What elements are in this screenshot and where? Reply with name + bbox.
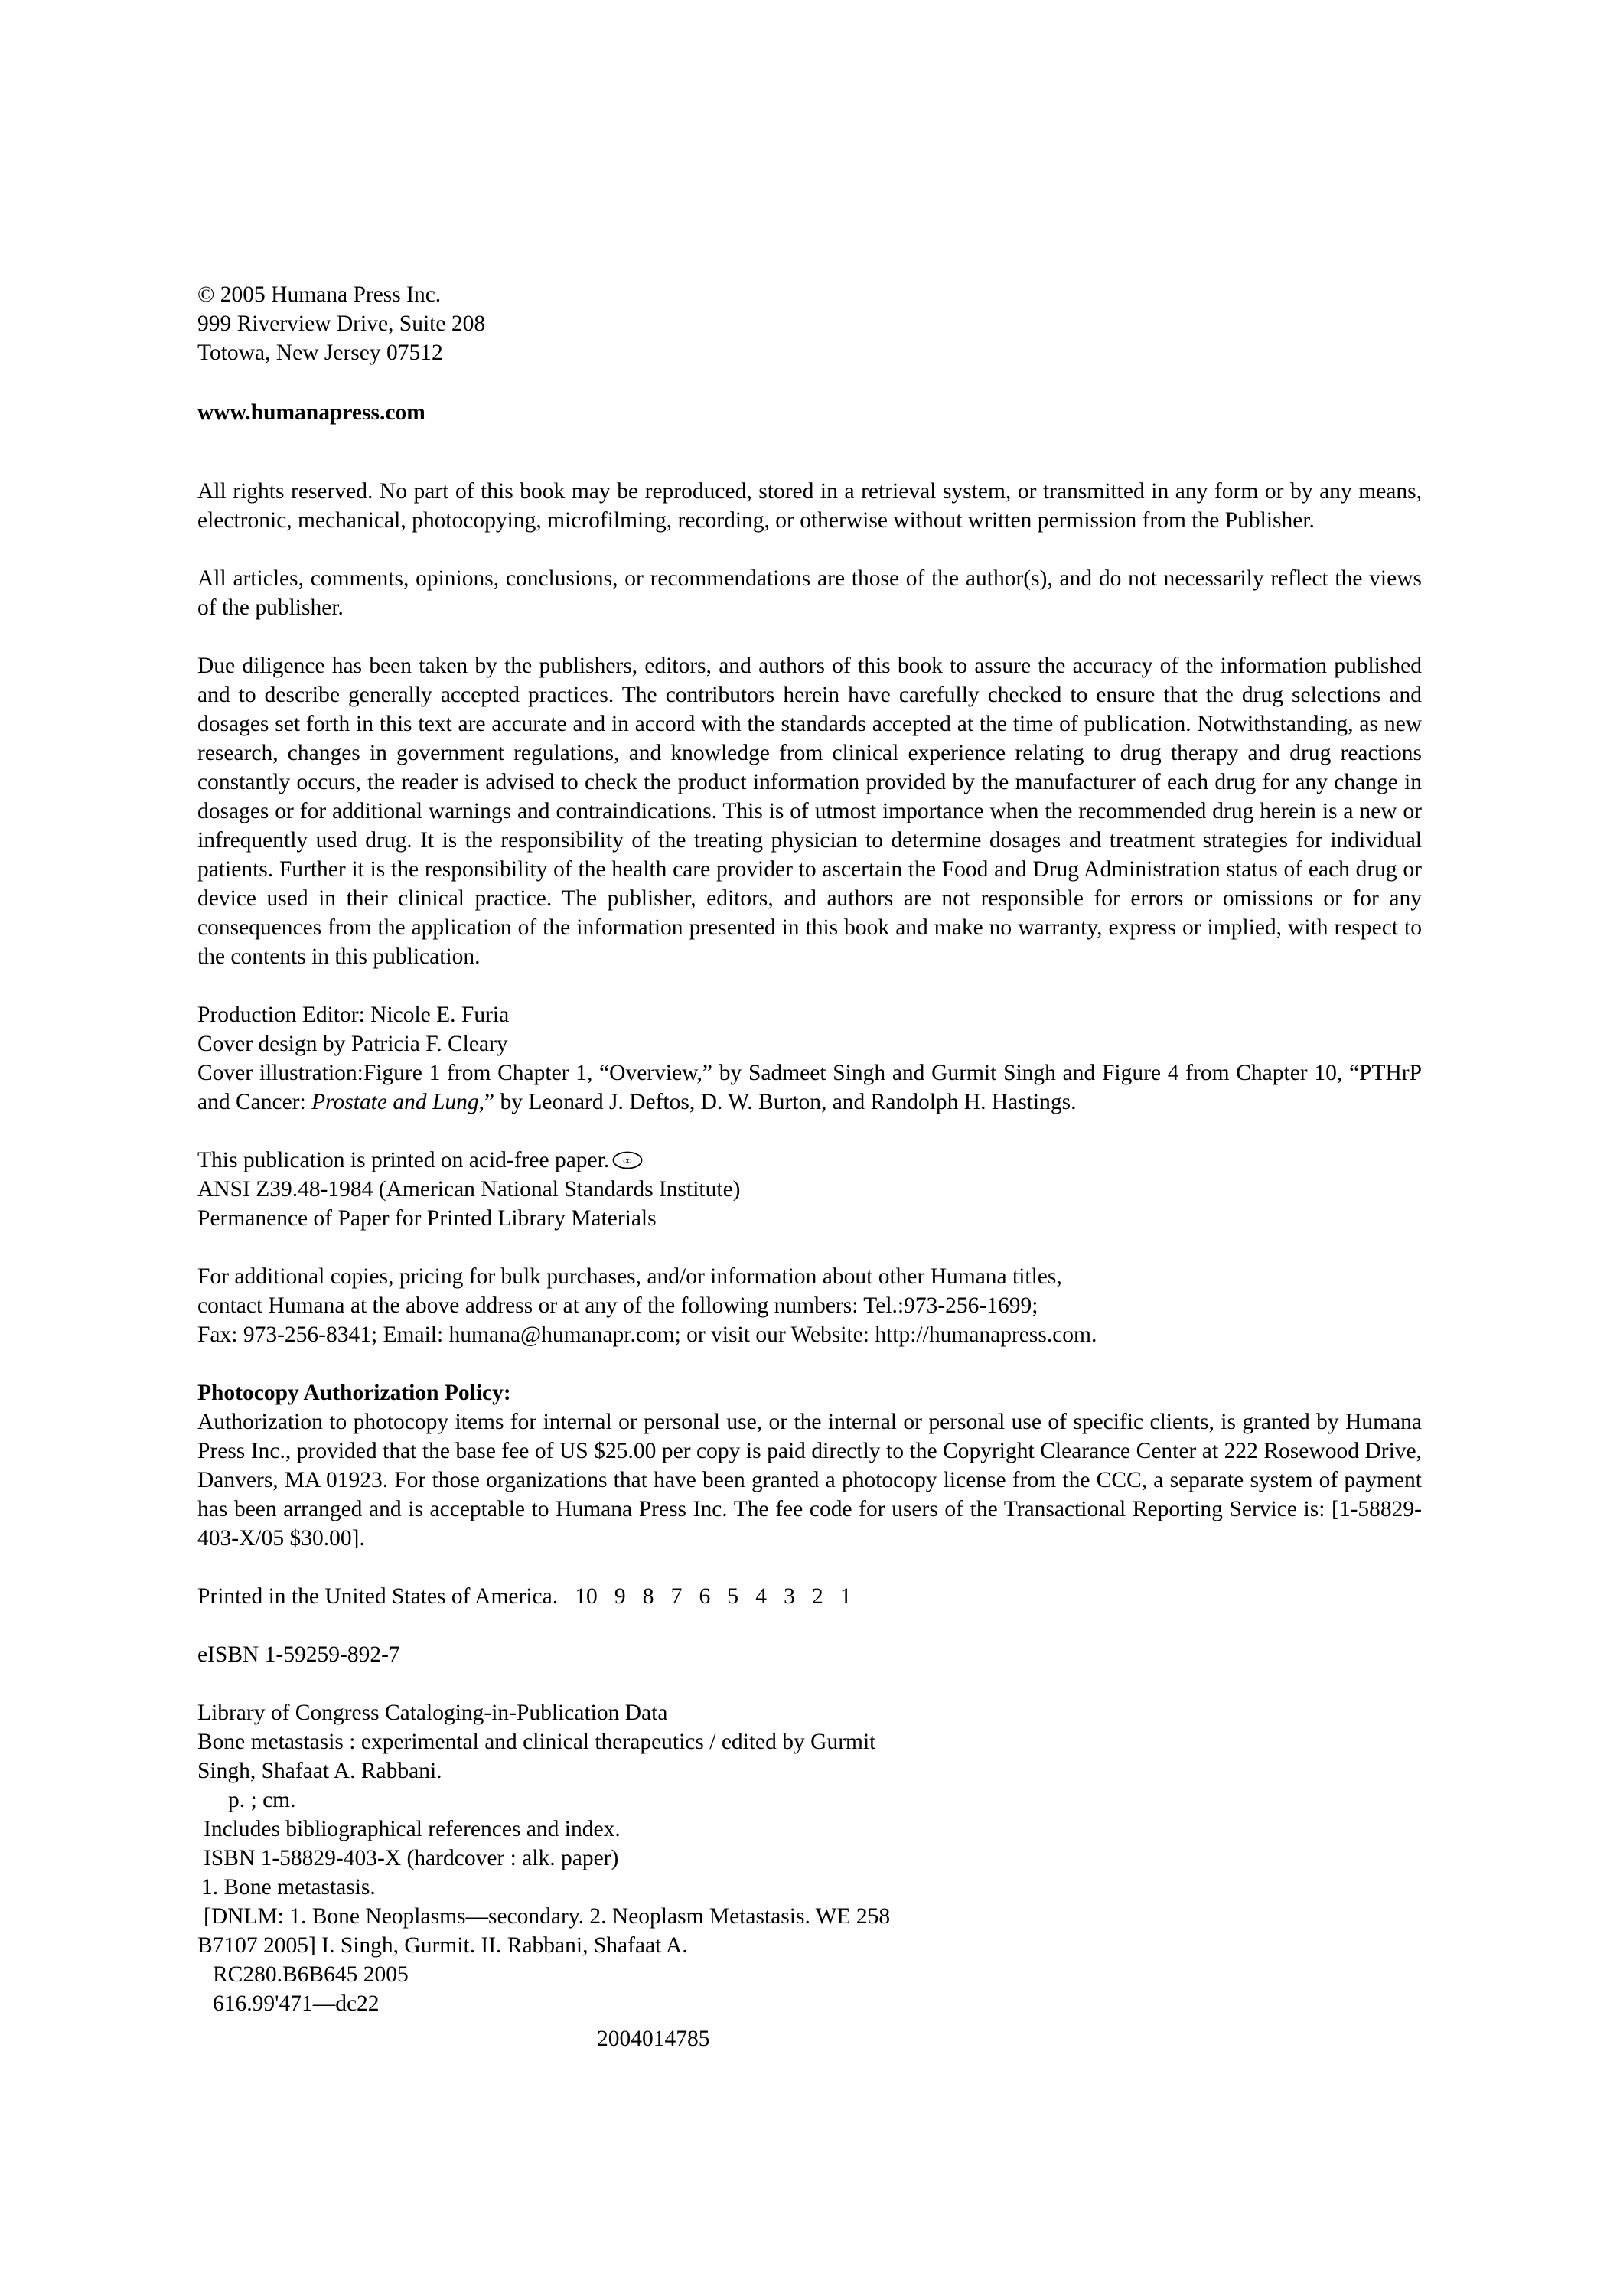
cip-line-4: Includes bibliographical references and index. (204, 1817, 621, 1841)
eisbn: eISBN 1-59259-892-7 (197, 1642, 400, 1667)
paper-block (197, 1146, 1422, 1233)
cover-illustration-text-b: ,” by Leonard J. Deftos, D. W. Burton, and Randolph H. Hastings. (478, 1090, 1077, 1114)
photocopy-block (197, 1378, 1422, 1553)
infinity-circle-icon (612, 1151, 643, 1169)
cip-line-1: Bone metastasis : experimental and clinical therapeutics / edited by Gurmit (197, 1730, 876, 1754)
publisher-block (197, 280, 1422, 367)
cip-title: Library of Congress Cataloging-in-Publication Data (197, 1701, 668, 1725)
website-block (197, 398, 1422, 427)
rights-text: All rights reserved. No part of this book may be reproduced, stored in a retrieval system, or transmitted in any form or by any means, electronic, mechanical, photocopying, microfilming, recording, or otherwise without written permission from the Publisher. (197, 479, 1422, 533)
diligence-paragraph (197, 651, 1422, 971)
infinity-symbol: ∞ (622, 1153, 634, 1169)
printing-block (197, 1582, 1422, 1611)
contact-line-2: contact Humana at the above address or at any of the following numbers: Tel.:973-256-1699; (197, 1293, 1038, 1318)
acid-free-text: This publication is printed on acid-free paper. (197, 1148, 610, 1172)
cip-line-6: 1. Bone metastasis. (201, 1875, 376, 1900)
cover-illustration (197, 1058, 1422, 1117)
ansi-line: ANSI Z39.48-1984 (American National Standards Institute) (197, 1177, 741, 1202)
lccn-number: 2004014785 (597, 2027, 710, 2051)
eisbn-block (197, 1640, 1422, 1669)
address-line-2: Totowa, New Jersey 07512 (197, 341, 443, 365)
print-run-numbers: 10 9 8 7 6 5 4 3 2 1 (575, 1584, 852, 1609)
cip-line-7: [DNLM: 1. Bone Neoplasms—secondary. 2. Neoplasm Metastasis. WE 258 (204, 1904, 891, 1929)
printed-in: Printed in the United States of America. (197, 1584, 559, 1609)
opinions-paragraph (197, 564, 1422, 622)
address-line-1: 999 Riverview Drive, Suite 208 (197, 311, 486, 336)
acid-free-line (197, 1146, 1422, 1175)
opinions-text: All articles, comments, opinions, conclusions, or recommendations are those of the author(s), and do not necessarily reflect the views of the publisher. (197, 566, 1422, 620)
rights-paragraph (197, 477, 1422, 535)
cip-line-2: Singh, Shafaat A. Rabbani. (197, 1759, 442, 1783)
printing-line (197, 1582, 1422, 1611)
cip-line-5: ISBN 1-58829-403-X (hardcover : alk. paper) (204, 1846, 619, 1870)
cover-illustration-italic: Prostate and Lung (311, 1090, 479, 1114)
cip-block (197, 1698, 1422, 2053)
production-editor: Production Editor: Nicole E. Furia (197, 1003, 510, 1027)
website-link[interactable]: www.humanapress.com (197, 400, 425, 425)
contact-line-1: For additional copies, pricing for bulk purchases, and/or information about other Humana titles, (197, 1264, 1062, 1289)
photocopy-text: Authorization to photocopy items for internal or personal use, or the internal or personal use of specific clients, is granted by Humana Press Inc., provided that the base fee of US $25.00 per copy is paid directly to the Copyright Clearance Center at 222 Rosewood Drive, Danvers, MA 01923. For those organizations that have been granted a photocopy license from the CCC, a separate system of payment has been arranged and is acceptable to Humana Press Inc. The fee code for users of the Transactional Reporting Service is: [1-58829-403-X/05 $30.00]. (197, 1410, 1422, 1551)
cip-line-8: B7107 2005] I. Singh, Gurmit. II. Rabbani, Shafaat A. (197, 1933, 688, 1958)
cip-line-9: RC280.B6B645 2005 (213, 1962, 409, 1987)
cip-line-10: 616.99'471—dc22 (213, 1991, 380, 2016)
copyright-line: © 2005 Humana Press Inc. (197, 282, 442, 307)
permanence-line: Permanence of Paper for Printed Library Materials (197, 1206, 657, 1231)
cip-line-3: p. ; cm. (228, 1788, 296, 1812)
contact-block (197, 1262, 1422, 1349)
cover-illustration-text-a: Cover illustration:Figure 1 from Chapter 1, “Overview,” by Sadmeet Singh and Gurmit Singh and Figure 4 from Chapter 10, “PTHrP and Cancer: (197, 1061, 1422, 1114)
diligence-text: Due diligence has been taken by the publishers, editors, and authors of this book to assure the accuracy of the information published and to describe generally accepted practices. The contributors herein have carefully checked to ensure that the drug selections and dosages set forth in this text are accurate and in accord with the standards accepted at the time of publication. Notwithstanding, as new research, changes in government regulations, and knowledge from clinical experience relating to drug therapy and drug reactions constantly occurs, the reader is advised to check the product information provided by the manufacturer of each drug for any change in dosages or for additional warnings and contraindications. This is of utmost importance when the recommended drug herein is a new or infrequently used drug. It is the responsibility of the treating physician to determine dosages and treatment strategies for individual patients. Further it is the responsibility of the health care provider to ascertain the Food and Drug Administration status of each drug or device used in their clinical practice. The publisher, editors, and authors are not responsible for errors or omissions or for any consequences from the application of the information presented in this book and make no warranty, express or implied, with respect to the contents in this publication. (197, 654, 1422, 969)
photocopy-heading: Photocopy Authorization Policy: (197, 1381, 511, 1405)
cover-design: Cover design by Patricia F. Cleary (197, 1032, 508, 1056)
contact-line-3: Fax: 973-256-8341; Email: humana@humanapr.com; or visit our Website: http://humanapress.com. (197, 1322, 1097, 1347)
page-content (197, 280, 1422, 2053)
credits-block (197, 1000, 1422, 1117)
